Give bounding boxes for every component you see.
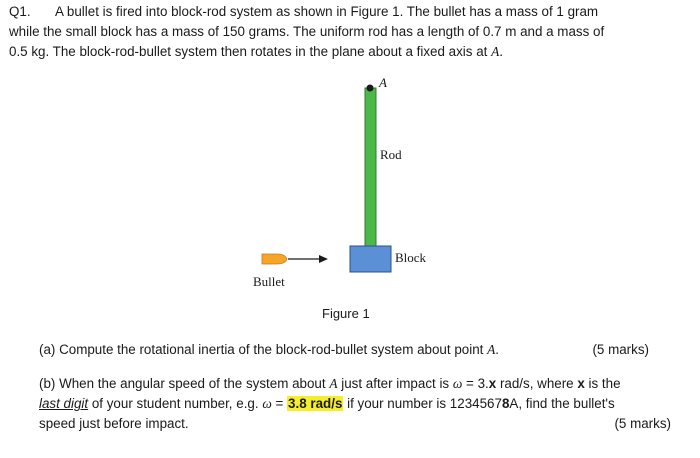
intro-line-3: 0.5 kg. The block-rod-bullet system then rotates in the plane about a fixed axis at: [9, 44, 492, 59]
part-a: [39, 340, 649, 360]
example-last-digit: 8: [501, 396, 510, 411]
part-b-line-2-end: A, find the bullet's: [509, 396, 615, 411]
part-b-example-equals: =: [271, 396, 288, 411]
omega-symbol-example: ω: [262, 396, 272, 411]
part-b-omega-formula: = 3.: [462, 376, 489, 391]
block: [350, 246, 391, 272]
part-b-line-1-start: (b) When the angular speed of the system about: [39, 376, 330, 391]
part-b-example-number: if your number is 1234567: [343, 396, 502, 411]
figure-caption: Figure 1: [322, 306, 370, 321]
part-a-end: .: [495, 342, 499, 357]
part-a-text: (a) Compute the rotational inertia of the block-rod-bullet system about point: [39, 342, 488, 357]
part-b-line-3: speed just before impact.: [39, 416, 189, 431]
arrow-head: [319, 255, 328, 263]
part-b-line-1-mid: just after impact is: [337, 376, 453, 391]
bullet: [262, 254, 287, 264]
rod-label: Rod: [380, 147, 402, 162]
pivot-point: [367, 85, 374, 92]
part-b-marks: (5 marks): [614, 416, 671, 431]
bullet-label: Bullet: [253, 274, 285, 289]
part-b-line-2-start: of your student number, e.g.: [88, 396, 263, 411]
part-a-point: A: [487, 342, 496, 357]
question-intro: [9, 2, 684, 62]
highlighted-example-value: 3.8 rad/s: [288, 396, 343, 411]
axis-symbol: A: [491, 44, 500, 59]
pivot-label: A: [379, 75, 387, 90]
last-digit-emphasis: last digit: [39, 396, 89, 411]
part-b-line-1-end: is the: [584, 376, 621, 391]
omega-symbol: ω: [452, 376, 463, 391]
intro-line-1: A bullet is fired into block-rod system as shown in Figure 1. The bullet has a mass of 1 gram: [55, 4, 599, 19]
question-number: Q1.: [9, 4, 31, 19]
part-b-x-variable: x: [488, 376, 497, 391]
rod: [365, 88, 376, 248]
part-b-axis-symbol: A: [329, 376, 338, 391]
intro-line-2: while the small block has a mass of 150 grams. The uniform rod has a length of 0.7 m and a mass of: [9, 24, 605, 39]
part-b-x-variable-2: x: [577, 376, 585, 391]
part-b-line-1-unit: rad/s, where: [496, 376, 578, 391]
block-label: Block: [395, 250, 427, 265]
intro-line-3-end: .: [499, 44, 504, 59]
part-b: [39, 374, 671, 434]
part-a-marks: (5 marks): [592, 342, 649, 357]
